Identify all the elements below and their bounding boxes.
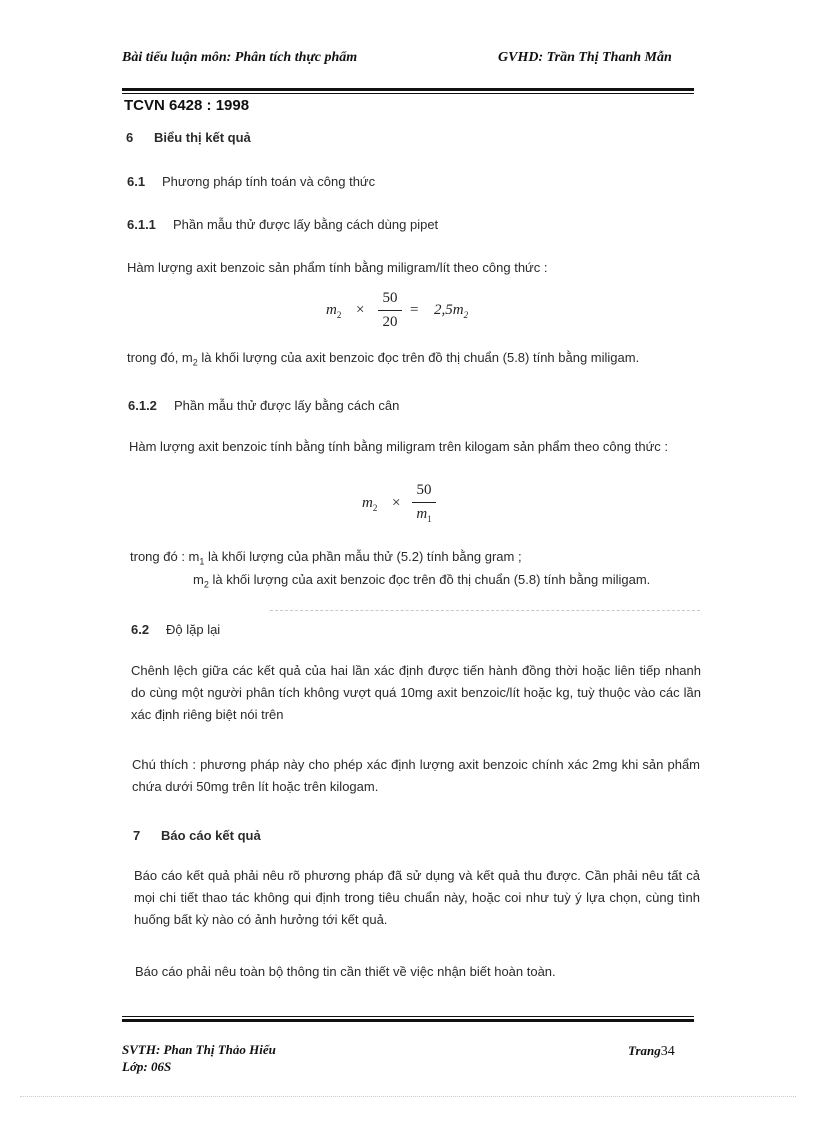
header-right: GVHD: Trần Thị Thanh Mẫn — [498, 50, 672, 65]
section-number: 6.2 — [131, 622, 150, 637]
section-6-1-1-text: Hàm lượng axit benzoic sản phẩm tính bằng miligram/lít theo công thức : — [127, 260, 548, 275]
formula1-equals: = — [410, 302, 419, 318]
section-6-2-note: Chú thích : phương pháp này cho phép xác định lượng axit benzoic chính xác 2mg khi sản phẩm chứa dưới 50mg trên lít hoặc trên kilogam. — [132, 757, 700, 794]
section-6-1-2-where-2: $m_2$ là khối lượng của axit benzoic đọc trên đồ thị chuẩn (5.8) tính bằng miligam. — [193, 572, 651, 590]
section-6-2-heading — [131, 622, 220, 637]
formula2-var: $m_2$ — [362, 495, 378, 513]
section-number: 6.1 — [127, 174, 146, 189]
scan-artifact-line — [270, 610, 700, 611]
section-number: 7 — [133, 828, 141, 843]
formula2-numerator: 50 — [416, 482, 432, 498]
formula1-fraction — [378, 290, 402, 331]
fraction-bar — [412, 502, 436, 503]
fraction-bar — [378, 310, 402, 311]
section-7-text-1: Báo cáo kết quả phải nêu rõ phương pháp đã sử dụng và kết quả thu được. Cần phải nêu tất cả mọi chi tiết thao tác không qui định trong tiêu chuẩn này, hoặc coi như tuỳ ý lựa chọn, cùng tình huống bất kỳ nào có ảnh hưởng tới kết quả. — [134, 868, 700, 927]
section-title: Phương pháp tính toán và công thức — [162, 174, 376, 189]
footer-class: Lớp: 06S — [122, 1059, 172, 1074]
section-6-1-2-heading — [128, 398, 399, 413]
section-6-1-2-where-1: trong đó : $m_1$ là khối lượng của phần mẫu thử (5.2) tính bằng gram ; — [130, 549, 522, 567]
formula1-denominator: 20 — [382, 314, 398, 330]
formula2-denominator: $m_1$ — [416, 506, 432, 524]
footer-page-label: Trang — [628, 1043, 661, 1058]
formula1-result: $2,5m_2$ — [434, 302, 469, 320]
section-6-heading — [126, 130, 251, 145]
section-number: 6.1.2 — [128, 398, 157, 413]
standard-code: TCVN 6428 : 1998 — [124, 97, 250, 114]
section-6-2-text: Chênh lệch giữa các kết quả của hai lần xác định được tiến hành đồng thời hoặc liên tiếp nhanh do cùng một người phân tích không vượt quá 10mg axit benzoic/lít hoặc kg, tuỳ thuộc vào các lần xác định riêng biệt nói trên — [131, 663, 701, 722]
footer-page-number: 34 — [660, 1044, 675, 1059]
section-number: 6 — [126, 130, 134, 145]
footer-student: SVTH: Phan Thị Thảo Hiếu — [122, 1042, 276, 1057]
header-rule-thin — [122, 93, 694, 94]
footer-page — [628, 1042, 675, 1060]
footer-rule-thin — [122, 1016, 694, 1017]
section-6-1-2-text: Hàm lượng axit benzoic tính bằng tính bằng miligram trên kilogam sản phẩm theo công thức : — [129, 439, 668, 454]
footer-rule-thick — [122, 1019, 694, 1022]
bottom-dotted-border — [20, 1096, 796, 1097]
section-title: Phần mẫu thử được lấy bằng cách cân — [174, 398, 400, 413]
formula1-var: $m_2$ — [326, 302, 342, 320]
formula2-fraction — [412, 482, 436, 524]
section-6-1-1-where: trong đó, $m_2$ là khối lượng của axit benzoic đọc trên đồ thị chuẩn (5.8) tính bằng miligam. — [127, 350, 640, 368]
section-number: 6.1.1 — [127, 217, 156, 232]
section-title: Biểu thị kết quả — [154, 130, 251, 145]
formula1-times: × — [356, 302, 365, 318]
header-left: Bài tiểu luận môn: Phân tích thực phẩm — [122, 50, 358, 65]
section-6-1-heading — [127, 174, 375, 189]
formula1-numerator: 50 — [382, 290, 398, 306]
section-7-heading — [133, 828, 261, 843]
section-6-1-1-heading — [127, 217, 438, 232]
section-title: Báo cáo kết quả — [161, 828, 261, 843]
section-title: Độ lặp lại — [166, 622, 221, 637]
formula2-times: × — [392, 495, 401, 511]
header-rule-thick — [122, 88, 694, 91]
section-title: Phần mẫu thử được lấy bằng cách dùng pipet — [173, 217, 439, 232]
section-7-text-2: Báo cáo phải nêu toàn bộ thông tin cần thiết về việc nhận biết hoàn toàn. — [135, 964, 556, 979]
